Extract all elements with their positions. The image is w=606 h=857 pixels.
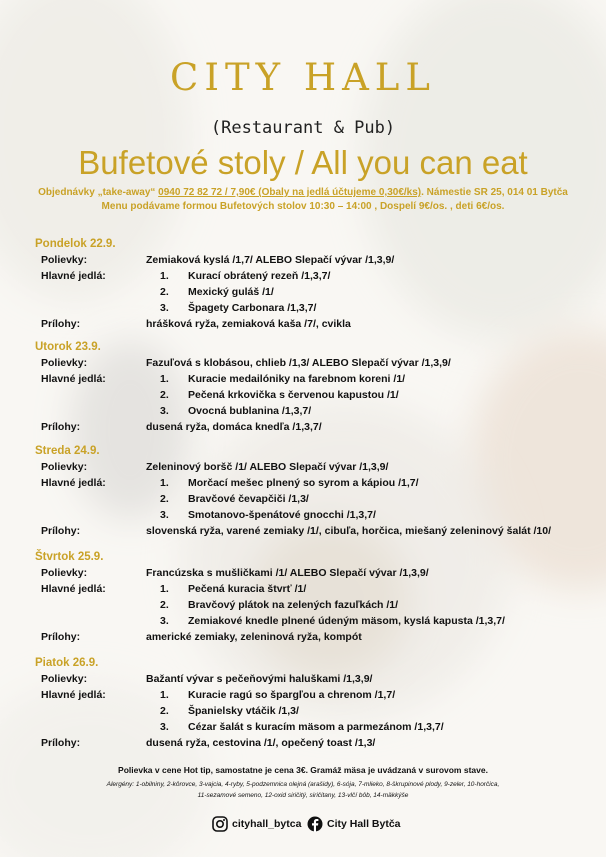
dish-number: 1.	[160, 689, 169, 701]
dish-number: 3.	[160, 721, 169, 733]
order-info	[0, 187, 606, 198]
day-title: Pondelok 22.9.	[35, 238, 116, 250]
day-block-monday	[35, 236, 580, 332]
main-row	[35, 719, 580, 735]
main-label: Hlavné jedlá:	[41, 689, 106, 701]
main-label: Hlavné jedlá:	[41, 270, 106, 282]
dish-number: 1.	[160, 583, 169, 595]
day-title: Piatok 26.9.	[35, 657, 99, 669]
soup-row	[35, 671, 580, 687]
allergen-line: Alergény: 1-obilniny, 2-kôrovce, 3-vajcia, 4-ryby, 5-podzemnica olejná (arašidy), 6-sója, 7-mlieko, 8-škrupinové plody, 9-zeler, 10-horčica,	[106, 781, 500, 788]
soup-label: Polievky:	[41, 567, 88, 579]
dish-name: Bravčový plátok na zelených fazuľkách /1/	[188, 599, 399, 611]
dish-number: 3.	[160, 405, 169, 417]
soup-text: Zemiaková kyslá /1,7/ ALEBO Slepačí vývar /1,3,9/	[146, 254, 395, 266]
dish-name: Špagety Carbonara /1,3,7/	[188, 302, 317, 314]
sides-row	[35, 316, 580, 332]
dish-name: Pečená kuracia štvrť /1/	[188, 583, 307, 595]
main-row	[35, 475, 580, 491]
main-row	[35, 613, 580, 629]
day-title: Streda 24.9.	[35, 445, 100, 457]
sides-label: Prílohy:	[41, 631, 81, 643]
sides-label: Prílohy:	[41, 421, 81, 433]
main-row	[35, 268, 580, 284]
day-block-tuesday	[35, 339, 580, 435]
main-row	[35, 300, 580, 316]
soup-label: Polievky:	[41, 673, 88, 685]
main-row	[35, 371, 580, 387]
soup-text: Bažantí vývar s pečeňovými haluškami /1,3,9/	[146, 673, 373, 685]
main-label: Hlavné jedlá:	[41, 583, 106, 595]
soup-row	[35, 459, 580, 475]
main-row	[35, 387, 580, 403]
brand-subtitle: (Restaurant & Pub)	[210, 118, 396, 138]
order-address: . Námestie SR 25, 014 01 Bytča	[421, 187, 568, 198]
dish-number: 2.	[160, 286, 169, 298]
main-row	[35, 597, 580, 613]
dish-name: Morčací mešec plnený so syrom a kápiou /1,7/	[188, 477, 419, 489]
soup-text: Francúzska s mušličkami /1/ ALEBO Slepačí vývar /1,3,9/	[146, 567, 429, 579]
sides-text: dusená ryža, domáca knedľa /1,3,7/	[146, 421, 322, 433]
allergen-line: 11-sezamové semeno, 12-oxid siričitý, siričitany, 13-vlčí bôb, 14-mäkkýše	[197, 792, 409, 799]
sides-text: dusená ryža, cestovina /1/, opečený toast /1,3/	[146, 737, 376, 749]
sides-row	[35, 735, 580, 751]
main-row	[35, 284, 580, 300]
sides-row	[35, 419, 580, 435]
sides-label: Prílohy:	[41, 318, 81, 330]
price-note: Polievka v cene Hot tip, samostatne je cena 3€. Gramáž mäsa je uvádzaná v surovom stave.	[118, 765, 488, 775]
soup-label: Polievky:	[41, 357, 88, 369]
dish-name: Španielsky vtáčik /1,3/	[188, 705, 299, 717]
dish-name: Pečená krkovička s červenou kapustou /1/	[188, 389, 399, 401]
dish-number: 2.	[160, 389, 169, 401]
day-block-friday	[35, 655, 580, 751]
allergen-list	[70, 779, 536, 801]
sides-text: americké zemiaky, zeleninová ryža, kompót	[146, 631, 362, 643]
sides-text: slovenská ryža, varené zemiaky /1/, cibuľa, horčica, miešaný zeleninový šalát /10/	[146, 525, 552, 537]
dish-name: Kuracie medailóniky na farebnom koreni /1/	[188, 373, 406, 385]
dish-name: Kurací obrátený rezeň /1,3,7/	[188, 270, 331, 282]
dish-name: Bravčové čevapčiči /1,3/	[188, 493, 309, 505]
facebook-icon	[307, 816, 323, 832]
dish-number: 1.	[160, 477, 169, 489]
main-label: Hlavné jedlá:	[41, 477, 106, 489]
sides-row	[35, 523, 580, 539]
dish-name: Ovocná bublanina /1,3,7/	[188, 405, 312, 417]
main-row	[35, 581, 580, 597]
soup-text: Fazuľová s klobásou, chlieb /1,3/ ALEBO Slepačí vývar /1,3,9/	[146, 357, 451, 369]
brand-logo: CITY HALL	[170, 56, 436, 99]
soup-label: Polievky:	[41, 461, 88, 473]
dish-number: 3.	[160, 615, 169, 627]
dish-name: Cézar šalát s kuracím mäsom a parmezánom /1,3,7/	[188, 721, 444, 733]
sides-label: Prílohy:	[41, 737, 81, 749]
sides-label: Prílohy:	[41, 525, 81, 537]
dish-number: 3.	[160, 509, 169, 521]
dish-number: 1.	[160, 373, 169, 385]
day-title: Štvrtok 25.9.	[35, 551, 104, 563]
dish-number: 1.	[160, 270, 169, 282]
page-title: Bufetové stoly / All you can eat	[78, 144, 528, 181]
sides-text: hrášková ryža, zemiaková kaša /7/, cvikla	[146, 318, 351, 330]
facebook-page: City Hall Bytča	[327, 818, 401, 830]
dish-number: 2.	[160, 599, 169, 611]
service-info: Menu podávame formou Bufetových stolov 10:30 – 14:00 , Dospelí 9€/os. , deti 6€/os.	[101, 201, 505, 212]
dish-number: 3.	[160, 302, 169, 314]
main-row	[35, 507, 580, 523]
main-label: Hlavné jedlá:	[41, 373, 106, 385]
order-phone-link[interactable]: 0940 72 82 72 / 7,90€ (Obaly na jedlá účtujeme 0,30€/ks)	[158, 187, 422, 198]
sides-row	[35, 629, 580, 645]
soup-row	[35, 355, 580, 371]
main-row	[35, 703, 580, 719]
dish-number: 2.	[160, 705, 169, 717]
instagram-icon	[212, 816, 228, 832]
day-block-wednesday	[35, 443, 580, 539]
main-row	[35, 687, 580, 703]
dish-name: Kuracie ragú so špargľou a chrenom /1,7/	[188, 689, 396, 701]
day-block-thursday	[35, 549, 580, 645]
instagram-link[interactable]	[212, 814, 301, 834]
main-row	[35, 491, 580, 507]
facebook-link[interactable]	[307, 814, 401, 834]
dish-name: Zemiakové knedle plnené údeným mäsom, kyslá kapusta /1,3,7/	[188, 615, 505, 627]
day-title: Utorok 23.9.	[35, 341, 101, 353]
instagram-handle: cityhall_bytca	[232, 818, 302, 830]
dish-name: Mexický guláš /1/	[188, 286, 274, 298]
soup-row	[35, 565, 580, 581]
order-prefix: Objednávky „take-away“	[38, 187, 159, 198]
soup-label: Polievky:	[41, 254, 88, 266]
soup-row	[35, 252, 580, 268]
dish-name: Smotanovo-špenátové gnocchi /1,3,7/	[188, 509, 376, 521]
dish-number: 2.	[160, 493, 169, 505]
main-row	[35, 403, 580, 419]
soup-text: Zeleninový boršč /1/ ALEBO Slepačí vývar /1,3,9/	[146, 461, 389, 473]
